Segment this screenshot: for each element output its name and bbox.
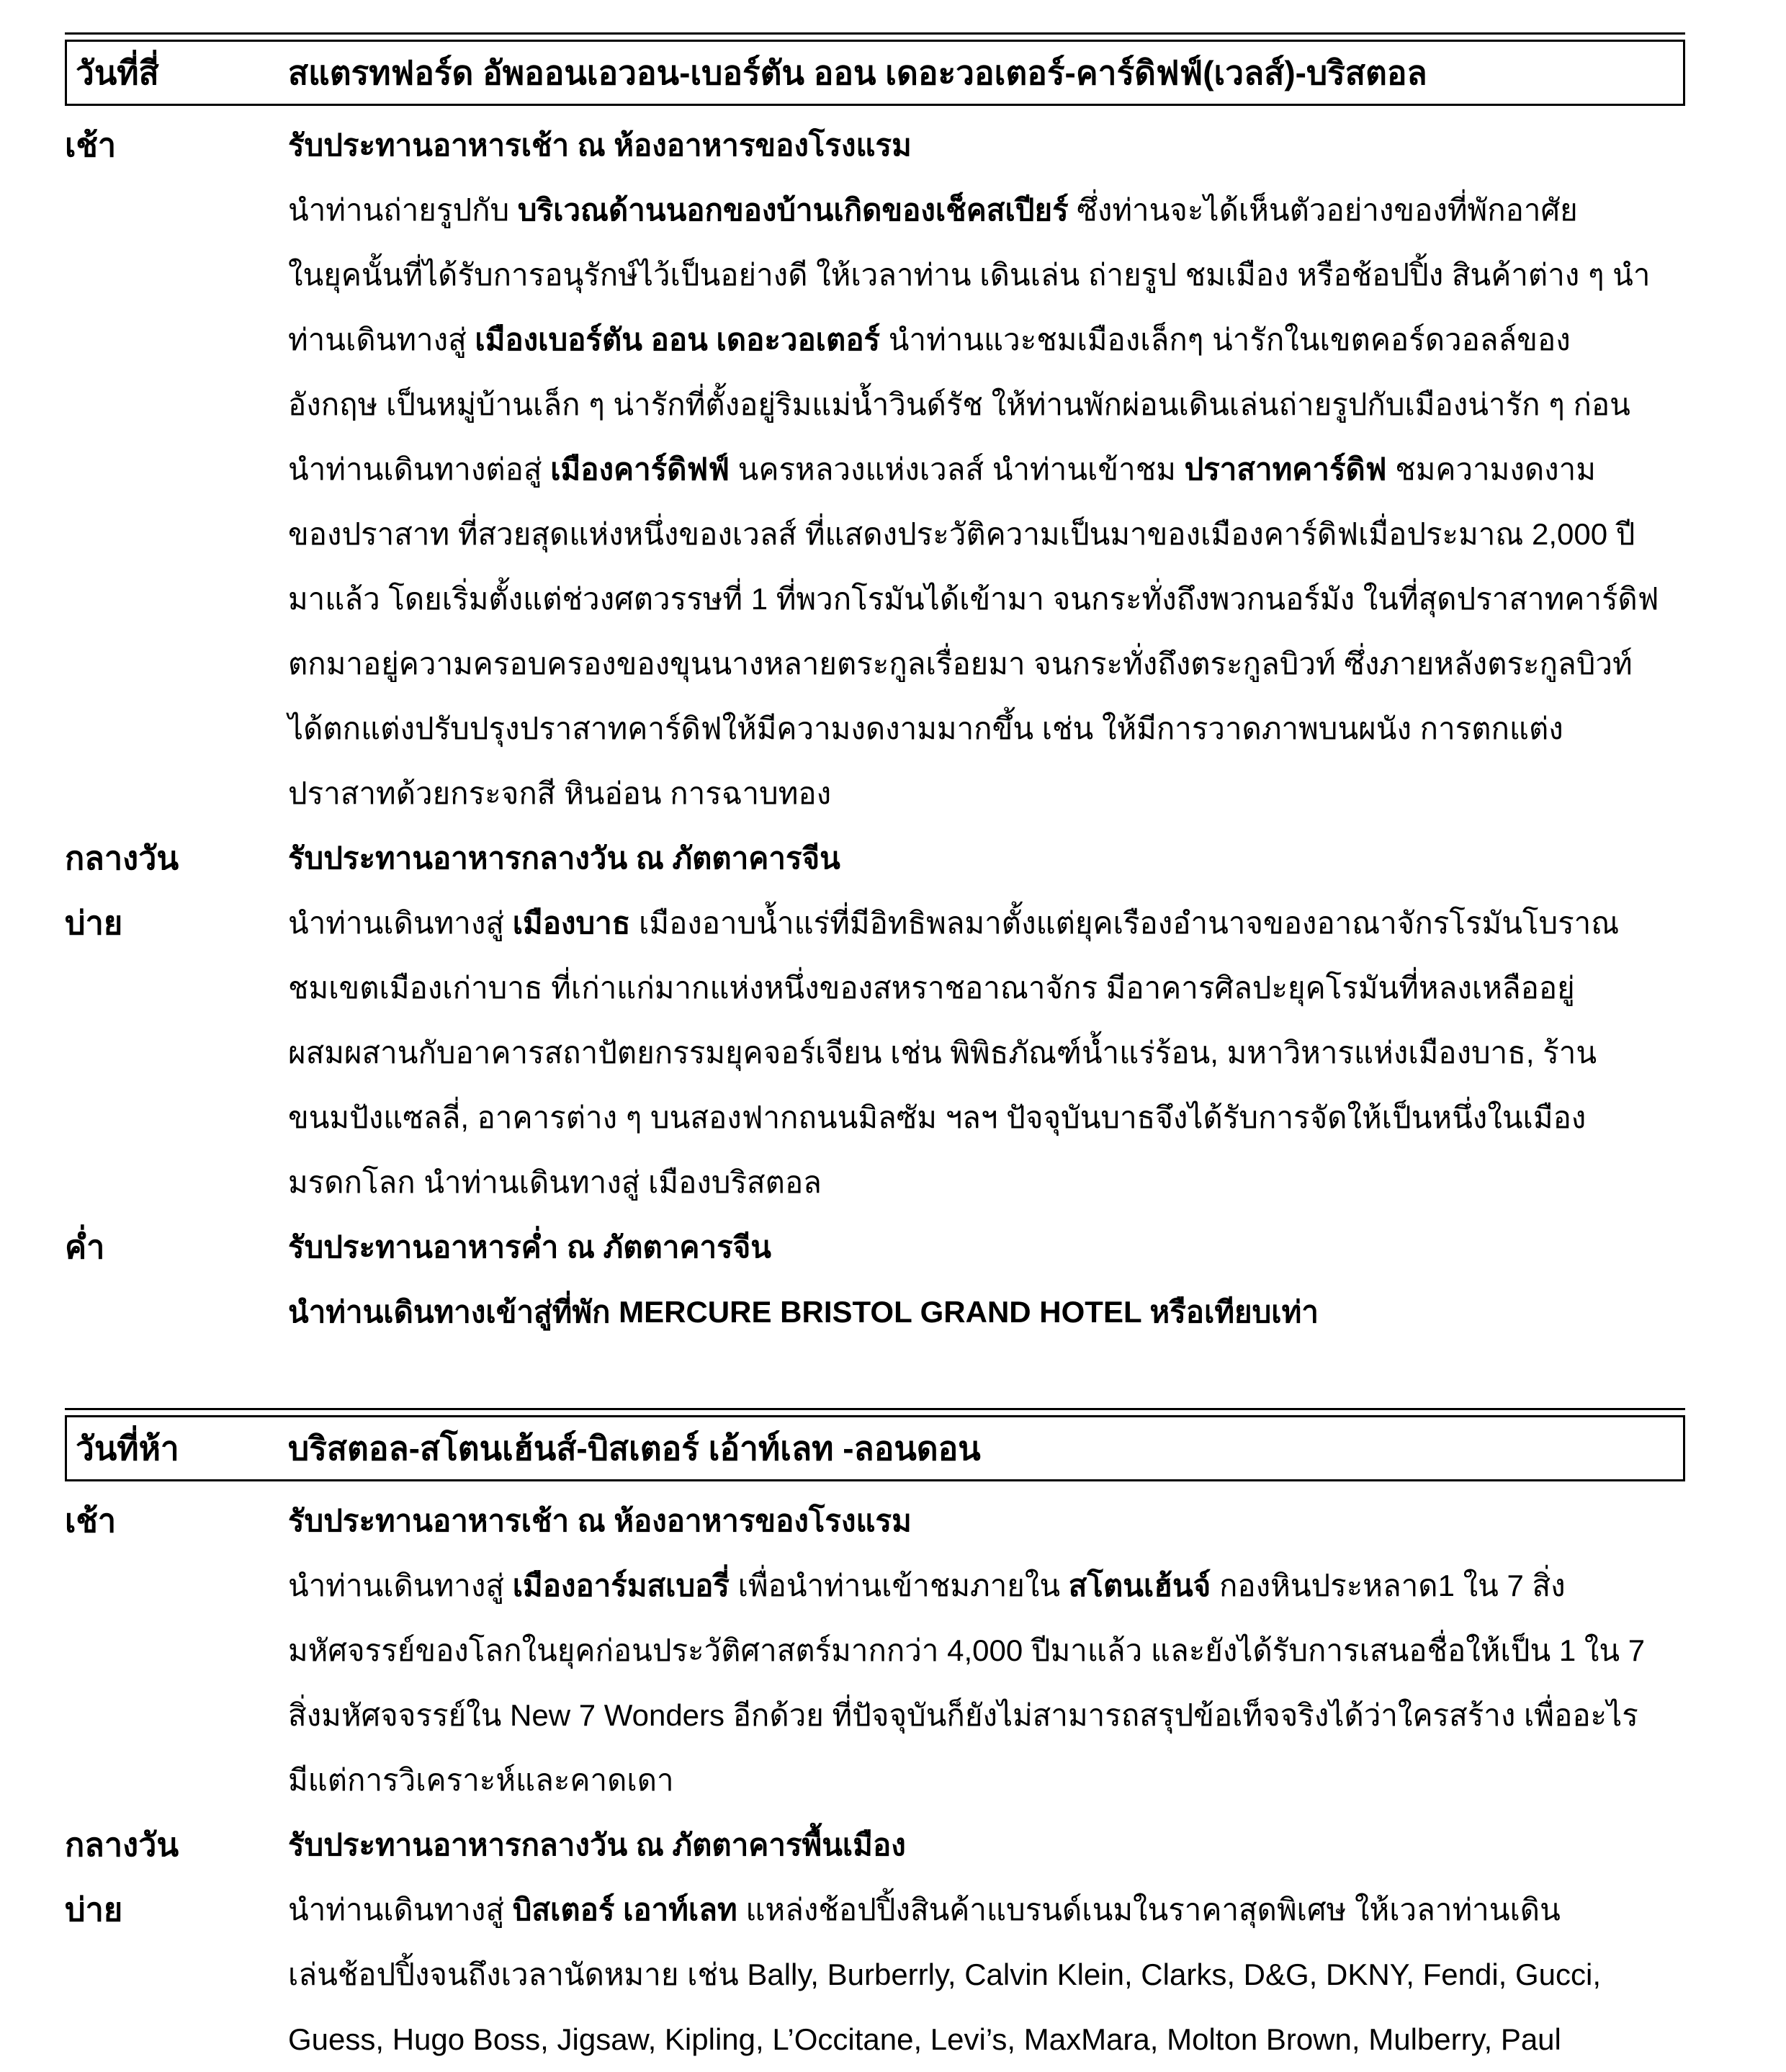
text-line — [288, 826, 1685, 891]
text-line — [288, 372, 1685, 437]
text-segment: นำท่านเดินทางต่อสู่ — [288, 452, 551, 486]
text-segment: นำท่านเดินทางสู่ — [288, 1893, 513, 1927]
text-segment: เพื่อนำท่านเข้าชมภายใน — [729, 1569, 1069, 1602]
text-segment: รับประทานอาหารเช้า ณ ห้องอาหารของโรงแรม — [288, 1504, 912, 1538]
row-time-label: กลางวัน — [65, 1826, 179, 1863]
text-line — [288, 178, 1685, 243]
text-segment: รับประทานอาหารค่ำ ณ ภัตตาคารจีน — [288, 1230, 771, 1264]
text-line — [288, 1085, 1685, 1150]
text-segment: ชมเขตเมืองเก่าบาธ ที่เก่าแก่มากแห่งหนึ่งของสหราชอาณาจักร มีอาคารศิลปะยุคโรมันที่หลงเหลืออยู่ — [288, 971, 1575, 1005]
text-segment: เมืองคาร์ดิฟฟ์ — [550, 452, 730, 486]
row-time-label: บ่าย — [65, 1891, 123, 1928]
day-section-2 — [65, 1408, 1685, 2072]
day-header — [65, 1415, 1685, 1481]
text-segment: ปราสาทคาร์ดิฟ — [1184, 452, 1387, 486]
text-segment: สโตนเฮ้นจ์ — [1068, 1569, 1211, 1602]
day-header-label: วันที่สี่ — [76, 53, 159, 91]
text-line — [288, 1021, 1685, 1085]
itinerary-row — [65, 891, 1685, 1215]
text-segment: เมืองเบอร์ตัน ออน เดอะวอเตอร์ — [475, 323, 881, 356]
days-container — [65, 32, 1685, 2072]
text-line — [288, 1878, 1685, 1942]
text-line — [288, 1150, 1685, 1215]
text-line — [288, 1553, 1685, 1618]
text-line — [288, 502, 1685, 567]
text-segment: แหล่งช้อปปิ้งสินค้าแบรนด์เนมในราคาสุดพิเศษ ให้เวลาท่านเดิน — [737, 1893, 1561, 1927]
text-segment: นำท่านเดินทางเข้าสู่ที่พัก MERCURE BRISTOL GRAND HOTEL หรือเทียบเท่า — [288, 1295, 1319, 1329]
day-section-1 — [65, 32, 1685, 1345]
text-segment: นำท่านแวะชมเมืองเล็กๆ น่ารักในเขตคอร์ดวอลล์ของ — [880, 323, 1571, 356]
text-segment: มหัศจรรย์ของโลกในยุคก่อนประวัติศาสตร์มากกว่า 4,000 ปีมาแล้ว และยังได้รับการเสนอชื่อให้เป็น 1 ใน 7 — [288, 1633, 1646, 1667]
text-line — [288, 437, 1685, 502]
header-top-rule — [65, 1408, 1685, 1410]
text-line — [288, 761, 1685, 826]
day-header — [65, 40, 1685, 106]
row-time-label: ค่ำ — [65, 1229, 105, 1265]
text-segment: เมืองบาธ — [512, 906, 631, 940]
day-header-title: บริสตอล-สโตนเฮ้นส์-บิสเตอร์ เอ้าท์เลท -ลอนดอน — [288, 1429, 981, 1467]
text-segment: นำท่านเดินทางสู่ — [288, 906, 513, 940]
text-line — [288, 1489, 1685, 1553]
text-line — [288, 696, 1685, 761]
itinerary-row — [65, 1215, 1685, 1345]
text-line — [288, 632, 1685, 696]
text-segment: กองหินประหลาด1 ใน 7 สิ่ง — [1211, 1569, 1566, 1602]
itinerary-row — [65, 826, 1685, 891]
row-content — [288, 113, 1685, 826]
text-segment: บริเวณด้านนอกของบ้านเกิดของเช็คสเปียร์ — [517, 193, 1069, 227]
text-line — [288, 891, 1685, 956]
row-content — [288, 1878, 1685, 2072]
text-line — [288, 956, 1685, 1021]
text-segment: บิสเตอร์ เอาท์เลท — [512, 1893, 737, 1927]
day-header-title: สแตรทฟอร์ด อัพออนเอวอน-เบอร์ตัน ออน เดอะวอเตอร์-คาร์ดิฟฟ์(เวลส์)-บริสตอล — [288, 53, 1427, 91]
text-segment: ซึ่งท่านจะได้เห็นตัวอย่างของที่พักอาศัย — [1068, 193, 1578, 227]
itinerary-row — [65, 1878, 1685, 2072]
text-line — [288, 113, 1685, 178]
text-segment: มีแต่การวิเคราะห์และคาดเดา — [288, 1763, 674, 1797]
text-line — [288, 2007, 1685, 2072]
text-segment: อังกฤษ เป็นหมู่บ้านเล็ก ๆ น่ารักที่ตั้งอยู่ริมแม่น้ำวินด์รัช ให้ท่านพักผ่อนเดินเล่นถ่ายรูปกับเมืองน่ารัก ๆ ก่อน — [288, 387, 1630, 421]
row-content — [288, 1813, 1685, 1878]
row-time-label: กลางวัน — [65, 840, 179, 876]
text-line — [288, 1942, 1685, 2007]
text-line — [288, 308, 1685, 372]
text-line — [288, 1618, 1685, 1683]
text-segment: ปราสาทด้วยกระจกสี หินอ่อน การฉาบทอง — [288, 776, 832, 810]
text-segment: รับประทานอาหารกลางวัน ณ ภัตตาคารพื้นเมือง — [288, 1828, 906, 1862]
text-segment: ผสมผสานกับอาคารสถาปัตยกรรมยุคจอร์เจียน เช่น พิพิธภัณฑ์น้ำแร่ร้อน, มหาวิหารแห่งเมืองบาธ, ร้าน — [288, 1036, 1597, 1069]
text-segment: ได้ตกแต่งปรับปรุงปราสาทคาร์ดิฟให้มีความงดงามมากขึ้น เช่น ให้มีการวาดภาพบนผนัง การตกแต่ง — [288, 712, 1563, 745]
text-segment: ของปราสาท ที่สวยสุดแห่งหนึ่งของเวลส์ ที่แสดงประวัติความเป็นมาของเมืองคาร์ดิฟเมื่อประมาณ 2,000 ปี — [288, 517, 1635, 551]
text-line — [288, 1215, 1685, 1280]
text-segment: Guess, Hugo Boss, Jigsaw, Kipling, L’Occitane, Levi’s, MaxMara, Molton Brown, Mulberry, Paul — [288, 2022, 1561, 2056]
text-segment: ท่านเดินทางสู่ — [288, 323, 475, 356]
row-time-label: เช้า — [65, 1502, 117, 1539]
text-line — [288, 243, 1685, 308]
text-line — [288, 1748, 1685, 1813]
text-segment: ชมความงดงาม — [1386, 452, 1596, 486]
text-line — [288, 1683, 1685, 1748]
header-top-rule — [65, 32, 1685, 35]
text-segment: เมืองอาร์มสเบอรี่ — [512, 1569, 730, 1602]
text-segment: มาแล้ว โดยเริ่มตั้งแต่ช่วงศตวรรษที่ 1 ที่พวกโรมันได้เข้ามา จนกระทั่งถึงพวกนอร์มัง ในที่สุดปราสาทคาร์ดิฟ — [288, 582, 1659, 616]
text-segment: ตกมาอยู่ความครอบครองของขุนนางหลายตระกูลเรื่อยมา จนกระทั่งถึงตระกูลบิวท์ ซึ่งภายหลังตระกูลบิวท์ — [288, 647, 1633, 681]
text-segment: เมืองอาบน้ำแร่ที่มีอิทธิพลมาตั้งแต่ยุคเรืองอำนาจของอาณาจักรโรมันโบราณ — [630, 906, 1620, 940]
row-content — [288, 826, 1685, 891]
text-segment: นำท่านเดินทางสู่ — [288, 1569, 513, 1602]
text-segment: ในยุคนั้นที่ได้รับการอนุรักษ์ไว้เป็นอย่างดี ให้เวลาท่าน เดินเล่น ถ่ายรูป ชมเมือง หรือช้อปปิ้ง สินค้าต่าง ๆ นำ — [288, 258, 1651, 292]
text-segment: นครหลวงแห่งเวลส์ นำท่านเข้าชม — [729, 452, 1185, 486]
text-segment: เล่นช้อปปิ้งจนถึงเวลานัดหมาย เช่น Bally, Burberrly, Calvin Klein, Clarks, D&G, DKNY, Fendi, Gucci, — [288, 1957, 1602, 1991]
text-segment: รับประทานอาหารกลางวัน ณ ภัตตาคารจีน — [288, 841, 840, 875]
row-content — [288, 1215, 1685, 1345]
row-time-label: เช้า — [65, 127, 117, 163]
text-line — [288, 1280, 1685, 1345]
row-content — [288, 1489, 1685, 1813]
text-segment: นำท่านถ่ายรูปกับ — [288, 193, 518, 227]
row-time-label: บ่าย — [65, 905, 123, 941]
row-content — [288, 891, 1685, 1215]
itinerary-row — [65, 113, 1685, 826]
text-segment: สิ่งมหัศจจรรย์ใน New 7 Wonders อีกด้วย ที่ปัจจุบันก็ยังไม่สามารถสรุปข้อเท็จจริงได้ว่าใครสร้าง เพื่ออะไร — [288, 1698, 1638, 1732]
day-header-label: วันที่ห้า — [76, 1429, 179, 1467]
text-segment: มรดกโลก นำท่านเดินทางสู่ เมืองบริสตอล — [288, 1165, 822, 1199]
itinerary-row — [65, 1813, 1685, 1878]
text-line — [288, 567, 1685, 632]
text-line — [288, 1813, 1685, 1878]
text-segment: ขนมปังแซลลี่, อาคารต่าง ๆ บนสองฟากถนนมิลซัม ฯลฯ ปัจจุบันบาธจึงได้รับการจัดให้เป็นหนึ่งในเมือง — [288, 1100, 1587, 1134]
itinerary-row — [65, 1489, 1685, 1813]
text-segment: รับประทานอาหารเช้า ณ ห้องอาหารของโรงแรม — [288, 128, 912, 162]
